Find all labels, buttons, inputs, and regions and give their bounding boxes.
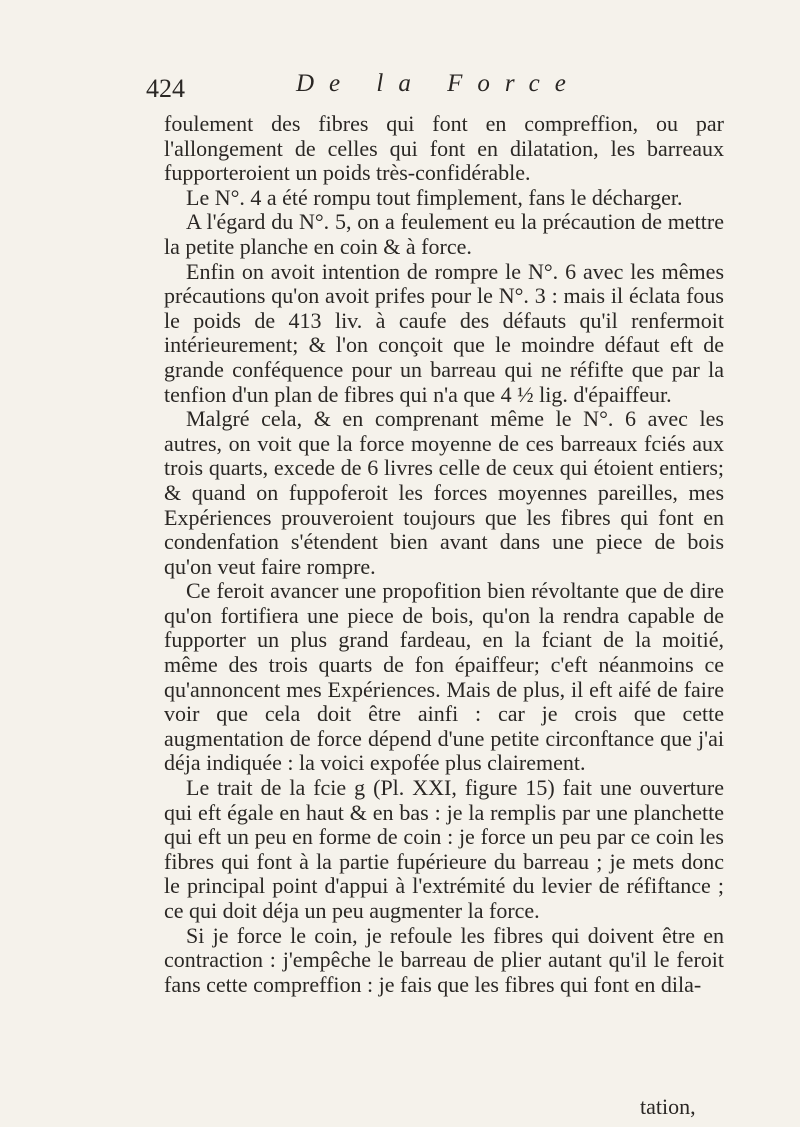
paragraph: Si je force le coin, je refoule les fibres qui doivent être en contraction : j'empêche le barreau de plier autant qu'il le feroit fans cette compreffion : je fais que les fibres qui font en dila- — [164, 922, 724, 997]
paragraph: Ce feroit avancer une propofition bien révoltante que de dire qu'on fortifiera une piece de bois, qu'on la rendra capable de fupporter un plus grand fardeau, en la fciant de la moitié, même des trois quarts de fon épaiffeur; c'eft néanmoins ce qu'annoncent mes Expériences. Mais de plus, il eft aifé de faire voir que cela doit être ainfi : car je crois que cette augmentation de force dépend d'une petite circonftance que j'ai déja indiquée : la voici expofée plus clairement. — [164, 578, 724, 776]
page-number: 424 — [146, 74, 185, 103]
catchword: tation, — [640, 1094, 696, 1119]
paragraph: Enfin on avoit intention de rompre le N°. 6 avec les mêmes précautions qu'on avoit prifes pour le N°. 3 : mais il éclata fous le poids de 413 liv. à caufe des défauts qu'il renfermoit intérieurement; & l'on conçoit que le moindre défaut eft de grande conféquence pour un barreau qui ne réfifte que par la tenfion d'un plan de fibres qui n'a que 4 ½ lig. d'épaiffeur. — [164, 258, 724, 407]
paragraph: Le trait de la fcie g (Pl. XXI, figure 15) fait une ouverture qui eft égale en haut & en bas : je la remplis par une planchette qui eft un peu en forme de coin : je force un peu par ce coin les fibres qui font à la partie fupérieure du barreau ; je mets donc le principal point d'appui à l'extrémité du levier de réfiftance ; ce qui doit déja un peu augmenter la force. — [164, 775, 724, 923]
paragraph: Le N°. 4 a été rompu tout fimplement, fans le décharger. — [186, 184, 683, 210]
paragraph: A l'égard du N°. 5, on a feulement eu la précaution de mettre la petite planche en coin & à force. — [164, 209, 724, 259]
paragraph: Malgré cela, & en comprenant même le N°. 6 avec les autres, on voit que la force moyenne de ces barreaux fciés aux trois quarts, excede de 6 livres celle de ceux qui étoient entiers; & quand on fuppoferoit les forces moyennes pareilles, mes Expériences prouveroient toujours que les fibres qui font en condenfation s'étendent bien avant dans une piece de bois qu'on veut faire rompre. — [164, 406, 724, 579]
running-head: De la Force — [296, 70, 581, 97]
paragraph: foulement des fibres qui font en compreffion, ou par l'allongement de celles qui font en dilatation, les barreaux fupporteroient un poids très-confidérable. — [164, 111, 724, 186]
body-text — [164, 112, 724, 997]
page-header — [146, 70, 676, 104]
